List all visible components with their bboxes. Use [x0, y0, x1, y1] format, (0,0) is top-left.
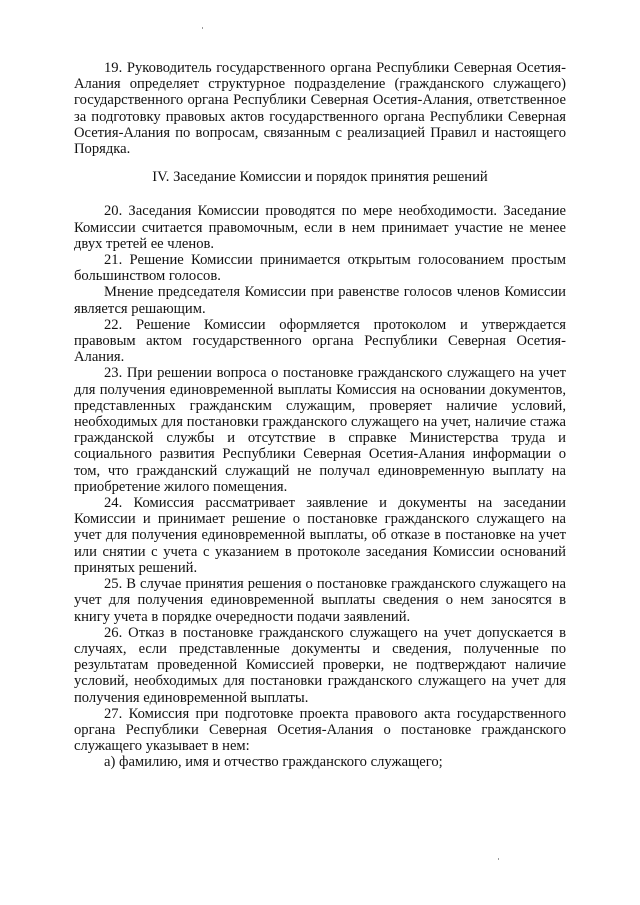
paragraph-27-item-a: а) фамилию, имя и отчество гражданского служащего;	[104, 754, 443, 771]
paragraph-21: 21. Решение Комиссии принимается открытым голосованием простым большинством голосов.	[74, 252, 566, 285]
paragraph-25: 25. В случае принятия решения о постановке гражданского служащего на учет для получения единовременной выплаты сведения о нем заносятся в книгу учета в порядке очередности подачи заявлений.	[74, 576, 566, 625]
paragraph-22: 22. Решение Комиссии оформляется протоколом и утверждается правовым актом государственного органа Республики Северная Осетия-Алания.	[74, 316, 566, 366]
paragraph-21-note: Мнение председателя Комиссии при равенстве голосов членов Комиссии является решающим.	[74, 284, 566, 317]
paragraph-27: 27. Комиссия при подготовке проекта правового акта государственного органа Республики Северная Осетия-Алания о постановке гражданского служащего указывает в нем:	[74, 705, 566, 755]
paragraph-20: 20. Заседания Комиссии проводятся по мере необходимости. Заседание Комиссии считается правомочным, если в нем принимает участие не менее двух третей ее членов.	[74, 203, 566, 252]
document-body	[74, 60, 566, 771]
paragraph-26: 26. Отказ в постановке гражданского служащего на учет допускается в случаях, если представленные документы и сведения, полученные по результатам проведенной Комиссией проверки, не подтверждают наличие условий, необходимых для постановки гражданского служащего на учет для получения единовременной выплаты.	[74, 624, 566, 706]
paragraph-23: 23. При решении вопроса о постановке гражданского служащего на учет для получения единовременной выплаты Комиссия на основании документов, представленных гражданским служащим, проверяет наличие условий, необходимых для постановки гражданского служащего на учет, наличие стажа гражданской службы и отсутствие в справке Министерства труда и социального развития Республики Северная Осетия-Алания информации о том, что гражданский служащий не получал единовременную выплату на приобретение жилого помещения.	[74, 365, 566, 495]
scan-speck	[498, 858, 499, 860]
scan-speck	[202, 27, 203, 29]
section-heading: IV. Заседание Комиссии и порядок принятия решений	[152, 169, 488, 186]
paragraph-24: 24. Комиссия рассматривает заявление и документы на заседании Комиссии и принимает решение о постановке гражданского служащего на учет для получения единовременной выплаты, об отказе в постановке на учет или снятии с учета с указанием в протоколе заседания Комиссии оснований принятых решений.	[74, 495, 566, 576]
paragraph-19: 19. Руководитель государственного органа Республики Северная Осетия-Алания определяет структурное подразделение (гражданского служащего) государственного органа Республики Северная Осетия-Алания, ответственное за подготовку правовых актов государственного органа Республики Северная Осетия-Алания по вопросам, связанным с реализацией Правил и настоящего Порядка.	[74, 60, 566, 158]
